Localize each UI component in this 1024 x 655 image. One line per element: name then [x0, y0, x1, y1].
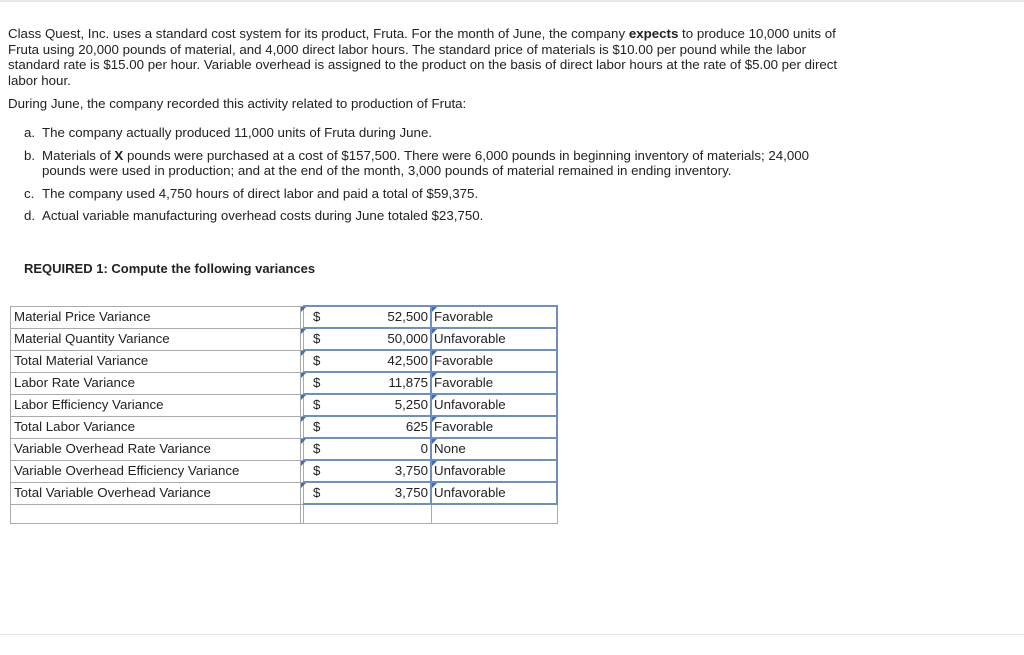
currency-cell	[301, 438, 321, 460]
currency-cell	[301, 306, 321, 328]
currency-symbol: $	[313, 418, 321, 434]
status-value: None	[434, 441, 466, 456]
status-select[interactable]	[431, 350, 557, 372]
table-row	[11, 482, 558, 504]
currency-cell	[301, 328, 321, 350]
status-value: Unfavorable	[434, 331, 506, 346]
list-marker: b.	[24, 147, 36, 163]
table-row	[11, 372, 558, 394]
dropdown-marker-icon	[432, 307, 437, 312]
empty-currency-cell	[301, 504, 304, 524]
dropdown-marker-icon	[432, 439, 437, 444]
list-bold: X	[114, 147, 124, 163]
empty-row	[11, 504, 558, 524]
activity-intro: During June, the company recorded this activity related to production of Fruta:	[8, 96, 467, 111]
currency-symbol: $	[313, 308, 321, 324]
empty-status-cell	[431, 504, 557, 524]
currency-cell	[301, 482, 321, 504]
variance-label: Variable Overhead Efficiency Variance	[11, 460, 301, 482]
intro-text-1: Class Quest, Inc. uses a standard cost system for its product, Fruta. For the month of June, the company	[8, 26, 629, 41]
dropdown-marker-icon	[432, 351, 437, 356]
variance-label: Variable Overhead Rate Variance	[11, 438, 301, 460]
table-row	[11, 416, 558, 438]
status-value: Favorable	[434, 309, 494, 324]
status-select[interactable]	[431, 394, 557, 416]
variance-table	[10, 305, 558, 524]
dropdown-marker-icon	[432, 417, 437, 422]
currency-symbol: $	[313, 330, 321, 346]
status-select[interactable]	[431, 372, 557, 394]
table-row	[11, 438, 558, 460]
list-text: The company actually produced 11,000 units of Fruta during June.	[42, 125, 433, 140]
currency-symbol: $	[313, 352, 321, 368]
currency-symbol: $	[313, 440, 321, 456]
variance-label: Material Quantity Variance	[11, 328, 301, 350]
list-item	[24, 125, 824, 141]
currency-cell	[301, 372, 321, 394]
empty-label-cell	[11, 504, 301, 524]
dropdown-marker-icon	[432, 461, 437, 466]
status-select[interactable]	[431, 482, 557, 504]
table-row	[11, 460, 558, 482]
dropdown-marker-icon	[301, 483, 306, 488]
empty-amount-cell	[304, 504, 432, 524]
variance-label: Labor Efficiency Variance	[11, 394, 301, 416]
list-text: Actual variable manufacturing overhead costs during June totaled $23,750.	[42, 208, 484, 223]
table-row	[11, 350, 558, 372]
status-select[interactable]	[431, 460, 557, 482]
amount-input[interactable]: 3,750	[304, 460, 432, 482]
status-value: Unfavorable	[434, 463, 506, 478]
dropdown-marker-icon	[432, 483, 437, 488]
dropdown-marker-icon	[301, 373, 306, 378]
variance-label: Total Variable Overhead Variance	[11, 482, 301, 504]
status-select[interactable]	[431, 306, 557, 328]
dropdown-marker-icon	[301, 351, 306, 356]
status-select[interactable]	[431, 328, 557, 350]
intro-bold: expects	[628, 26, 679, 41]
list-marker: d.	[24, 208, 36, 223]
dropdown-marker-icon	[301, 395, 306, 400]
currency-symbol: $	[313, 374, 321, 390]
dropdown-marker-icon	[301, 439, 306, 444]
list-text-pre: Materials of	[42, 147, 115, 163]
list-item	[24, 148, 824, 179]
status-value: Favorable	[434, 375, 494, 390]
variance-label: Material Price Variance	[11, 306, 301, 328]
variance-label: Labor Rate Variance	[11, 372, 301, 394]
table-row	[11, 328, 558, 350]
status-select[interactable]	[431, 438, 557, 460]
list-marker: c.	[24, 185, 35, 201]
amount-input[interactable]: 625	[304, 416, 432, 438]
list-text: The company used 4,750 hours of direct labor and paid a total of $59,375.	[42, 185, 479, 201]
list-marker: a.	[24, 125, 36, 140]
currency-cell	[301, 416, 321, 438]
dropdown-marker-icon	[432, 329, 437, 334]
list-text: pounds were purchased at a cost of $157,500. There were 6,000 pounds in beginning inventory of materials; 24,000 pounds were used in production; and at the end of the month, 3,000 pounds of material remained in ending inventory.	[42, 147, 810, 178]
table-row	[11, 394, 558, 416]
amount-input[interactable]: 50,000	[304, 328, 432, 350]
dropdown-marker-icon	[432, 395, 437, 400]
amount-input[interactable]: 52,500	[304, 306, 432, 328]
dropdown-marker-icon	[432, 373, 437, 378]
variance-label: Total Material Variance	[11, 350, 301, 372]
top-divider	[0, 0, 1024, 2]
currency-symbol: $	[313, 484, 321, 500]
status-value: Unfavorable	[434, 485, 506, 500]
status-select[interactable]	[431, 416, 557, 438]
variance-label: Total Labor Variance	[11, 416, 301, 438]
list-item	[24, 208, 824, 224]
list-item	[24, 186, 824, 202]
status-value: Favorable	[434, 419, 494, 434]
table-row	[11, 306, 558, 328]
required-heading: REQUIRED 1: Compute the following variances	[24, 261, 316, 276]
currency-symbol: $	[313, 462, 321, 478]
amount-input[interactable]: 0	[304, 438, 432, 460]
amount-input[interactable]: 5,250	[304, 394, 432, 416]
amount-input[interactable]: 42,500	[304, 350, 432, 372]
status-value: Favorable	[434, 353, 494, 368]
amount-input[interactable]: 11,875	[304, 372, 432, 394]
activity-list	[24, 125, 824, 231]
currency-symbol: $	[313, 396, 321, 412]
amount-input[interactable]: 3,750	[304, 482, 432, 504]
problem-intro	[8, 26, 838, 88]
intro-text-2: to produce 10,000 units of Fruta using 20,000 pounds of material, and 4,000 direct labor hours. The standard price of materials is $10.00 per pound while the labor standard rate is $15.00 per hour. Variable overhead is assigned to the product on the basis of direct labor hours at the rate of $5.00 per direct labor hour.	[8, 26, 838, 88]
currency-cell	[301, 460, 321, 482]
bottom-toolbar	[0, 634, 1024, 655]
dropdown-marker-icon	[301, 417, 306, 422]
currency-cell	[301, 350, 321, 372]
status-value: Unfavorable	[434, 397, 506, 412]
dropdown-marker-icon	[301, 461, 306, 466]
dropdown-marker-icon	[301, 329, 306, 334]
dropdown-marker-icon	[301, 307, 306, 312]
currency-cell	[301, 394, 321, 416]
